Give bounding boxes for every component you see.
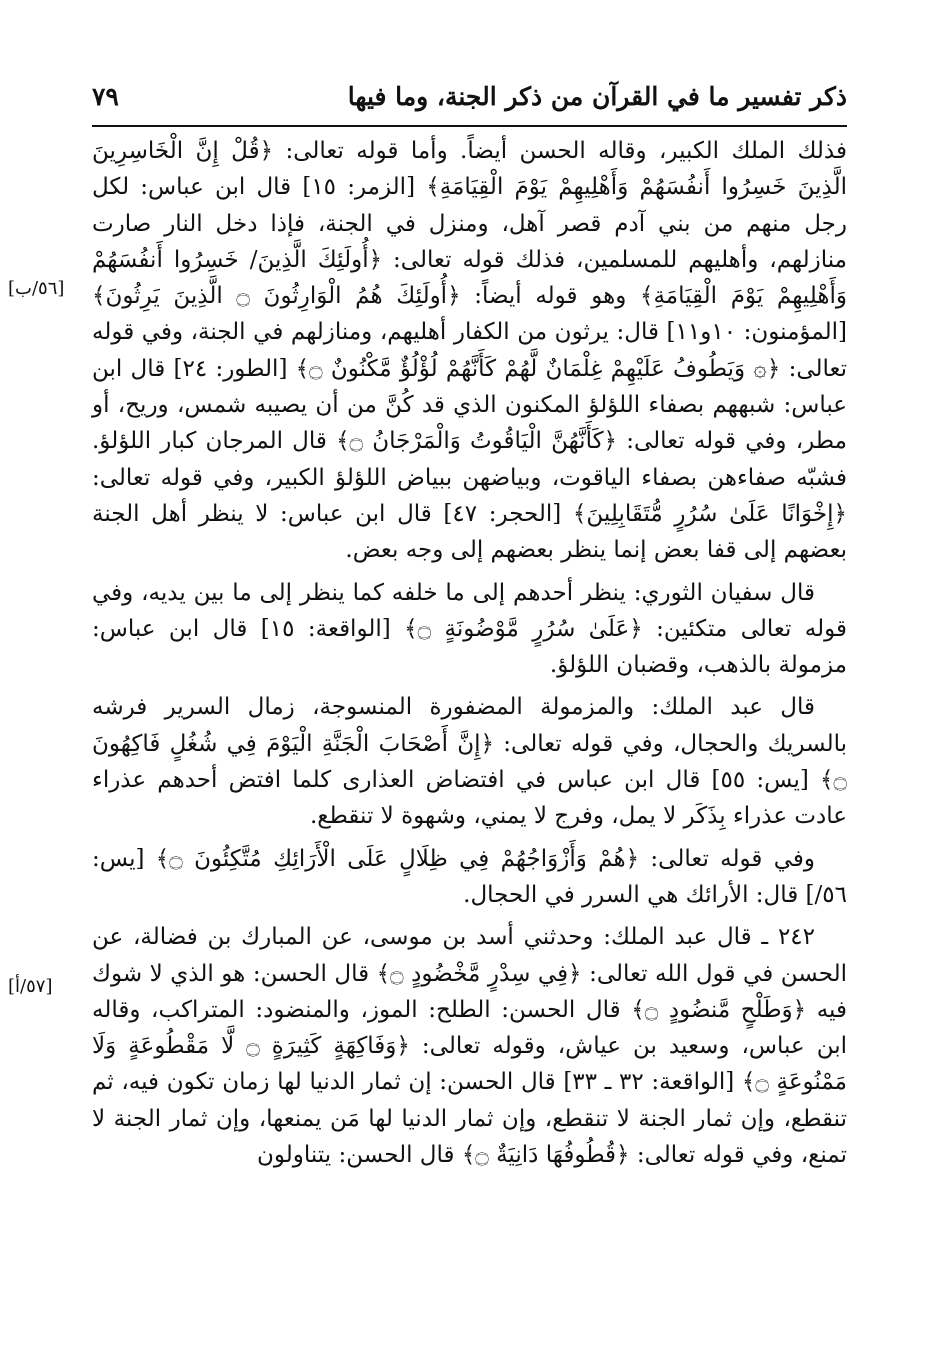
- paragraph: وفي قوله تعالى: ﴿هُمْ وَأَزْوَاجُهُمْ فِي ظِلَالٍ عَلَى الْأَرَائِكِ مُتَّكِئُونَ ۝﴾ [يس: ٥٦/] قال: الأرائك هي السرر في الحجال.: [92, 845, 847, 908]
- running-title: ذكر تفسير ما في القرآن من ذكر الجنة، وما فيها: [347, 82, 847, 111]
- page-header: [92, 80, 847, 124]
- paragraph: قال سفيان الثوري: ينظر أحدهم إلى ما خلفه كما ينظر إلى ما بين يديه، وفي قوله تعالى متكئين: ﴿عَلَىٰ سُرُرٍ مَّوْضُونَةٍ ۝﴾ [الواقعة: ١٥] قال ابن عباس: مزمولة بالذهب، وقضبان اللؤلؤ.: [92, 579, 848, 679]
- page-number: ٧٩: [92, 82, 119, 111]
- margin-folio-note: [٥٦/ب]: [8, 278, 65, 299]
- page-body: [92, 133, 847, 1173]
- paragraph: فذلك الملك الكبير، وقاله الحسن أيضاً. وأما قوله تعالى: ﴿قُلْ إِنَّ الْخَاسِرِينَ الَّذِينَ خَسِرُوا أَنفُسَهُمْ وَأَهْلِيهِمْ يَوْمَ الْقِيَامَةِ﴾ [الزمر: ١٥] قال ابن عباس: لكل رجل منهم من بني آدم قصر آهل، ومنزل في الجنة، فإذا دخل النار صارت منازلهم، وأهليهم للمسلمين، فذلك قوله تعالى: ﴿أُولَئِكَ الَّذِينَ/ خَسِرُوا أَنفُسَهُمْ وَأَهْلِيهِمْ يَوْمَ الْقِيَامَةِ﴾ وهو قوله أيضاً: ﴿أُولَئِكَ هُمُ الْوَارِثُونَ ۝ الَّذِينَ يَرِثُونَ﴾ [المؤمنون: ١٠و١١] قال: يرثون من الكفار أهليهم، ومنازلهم في الجنة، وفي قوله تعالى: ﴿۞ وَيَطُوفُ عَلَيْهِمْ غِلْمَانٌ لَّهُمْ كَأَنَّهُمْ لُؤْلُؤٌ مَّكْنُونٌ ۝﴾ [الطور: ٢٤] قال ابن عباس: شبههم بصفاء اللؤلؤ المكنون الذي قد كُنَّ من أن يصيبه شمس، وريح، أو مطر، وفي قوله تعالى: ﴿كَأَنَّهُنَّ الْيَاقُوتُ وَالْمَرْجَانُ ۝﴾ قال المرجان كبار اللؤلؤ. فشبّه صفاءهن بصفاء الياقوت، وبياضهن ببياض اللؤلؤ الكبير، وفي قوله تعالى: ﴿إِخْوَانًا عَلَىٰ سُرُرٍ مُّتَقَابِلِينَ﴾ [الحجر: ٤٧] قال ابن عباس: لا ينظر أهل الجنة بعضهم إلى قفا بعض إنما ينظر بعضهم إلى وجه بعض.: [92, 138, 848, 564]
- margin-folio-note: [٥٧/أ]: [8, 976, 53, 997]
- paragraph: ٢٤٢ ـ قال عبد الملك: وحدثني أسد بن موسى، عن المبارك بن فضالة، عن الحسن في قول الله تعالى: ﴿فِي سِدْرٍ مَّخْضُودٍ ۝﴾ قال الحسن: هو الذي لا شوك فيه ﴿وَطَلْحٍ مَّنضُودٍ ۝﴾ قال الحسن: الطلح: الموز، والمنضود: المتراكب، وقاله ابن عباس، وسعيد بن عياش، وقوله تعالى: ﴿وَفَاكِهَةٍ كَثِيرَةٍ ۝ لَّا مَقْطُوعَةٍ وَلَا مَمْنُوعَةٍ ۝﴾ [الواقعة: ٣٢ ـ ٣٣] قال الحسن: إن ثمار الدنيا لها زمان تكون فيه، ثم تنقطع، وإن ثمار الجنة لا تنقطع، وإن ثمار الدنيا لها مَن يمنعها، وإن ثمار الجنة لا تمنع، وفي قوله تعالى: ﴿قُطُوفُهَا دَانِيَةٌ ۝﴾ قال الحسن: يتناولون: [92, 924, 847, 1169]
- paragraph: قال عبد الملك: والمزمولة المضفورة المنسوجة، زمال السرير فرشه بالسريك والحجال، وفي قوله تعالى: ﴿إِنَّ أَصْحَابَ الْجَنَّةِ الْيَوْمَ فِي شُغُلٍ فَاكِهُونَ ۝﴾ [يس: ٥٥] قال ابن عباس في افتضاض العذارى كلما افتض أحدهم عذراء عادت عذراء بِذَكَر لا يمل، وفرج لا يمني، وشهوة لا تنقطع.: [92, 694, 847, 830]
- header-rule: [92, 125, 847, 127]
